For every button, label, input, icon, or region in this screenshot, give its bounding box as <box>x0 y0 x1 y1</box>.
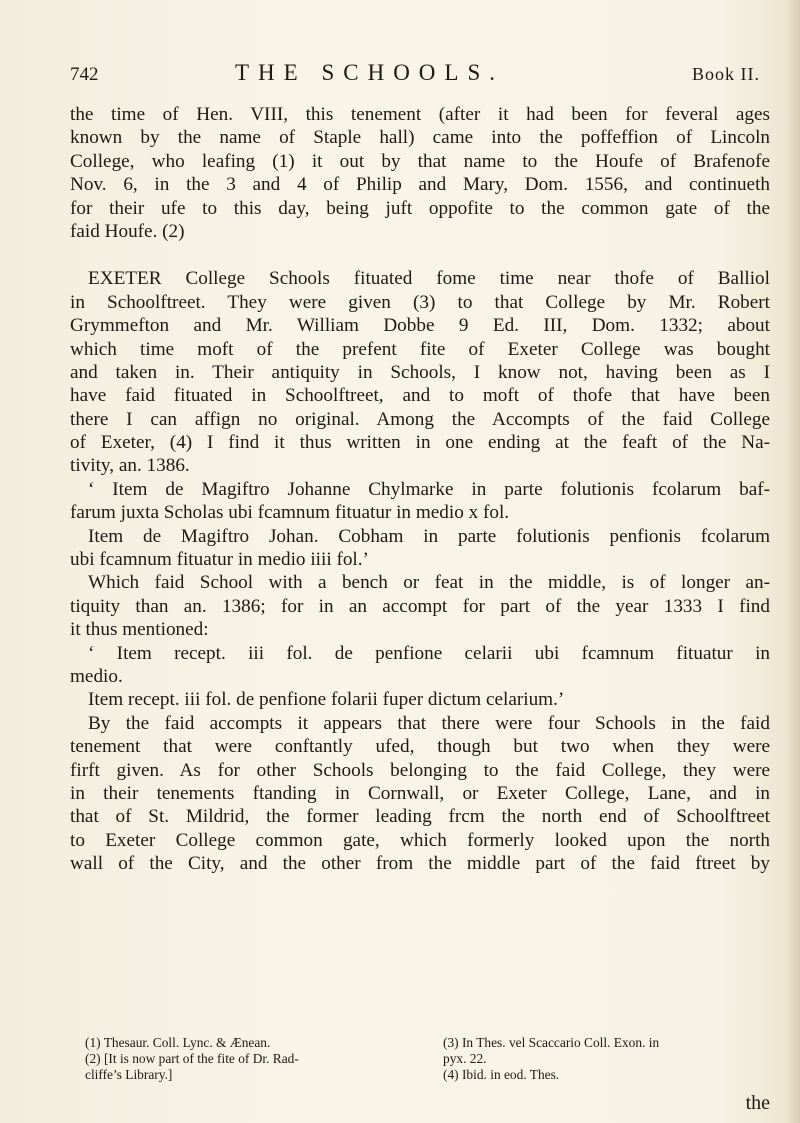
footnotes-left-column <box>85 1035 420 1083</box>
text-line: EXETER College Schools fituated fome time near thofe of Balliol <box>88 268 770 290</box>
text-line: tivity, an. 1386. <box>70 455 190 477</box>
text-line: it thus mentioned: <box>70 619 209 641</box>
body-text <box>70 103 770 876</box>
text-line: medio. <box>70 665 123 687</box>
text-line: Item recept. iii fol. de penfione folarii fuper dictum celarium.’ <box>88 689 565 711</box>
text-line: tiquity than an. 1386; for in an accompt for part of the year 1333 I find <box>70 595 770 617</box>
paragraph-gap <box>70 243 770 267</box>
page-number: 742 <box>70 64 99 85</box>
book-reference: Book II. <box>692 64 760 84</box>
text-line: College, who leafing (1) it out by that name to the Houfe of Brafenofe <box>70 150 770 172</box>
text-line: Which faid School with a bench or feat in the middle, is of longer an- <box>88 572 770 594</box>
text-line: Grymmefton and Mr. William Dobbe 9 Ed. III, Dom. 1332; about <box>70 315 770 337</box>
text-line: have faid fituated in Schoolftreet, and to moft of thofe that have been <box>70 385 770 407</box>
text-line: Item de Magiftro Johan. Cobham in parte folutionis penfionis fcolarum <box>88 525 770 547</box>
footnote-line: (3) In Thes. vel Scaccario Coll. Exon. in <box>443 1035 660 1050</box>
text-line: tenement that were conftantly ufed, though but two when they were <box>70 736 770 758</box>
text-line: Nov. 6, in the 3 and 4 of Philip and Mary, Dom. 1556, and continueth <box>70 174 770 196</box>
text-line: in Schoolftreet. They were given (3) to that College by Mr. Robert <box>70 291 770 313</box>
footnote-line: (1) Thesaur. Coll. Lync. & Ænean. <box>85 1035 271 1050</box>
text-line: wall of the City, and the other from the middle part of the faid ftreet by <box>70 853 770 875</box>
text-line: which time moft of the prefent fite of Exeter College was bought <box>70 338 770 360</box>
footnotes-right-column <box>443 1035 773 1083</box>
text-line: that of St. Mildrid, the former leading frcm the north end of Schoolftreet <box>70 806 770 828</box>
text-line: to Exeter College common gate, which formerly looked upon the north <box>70 829 770 851</box>
footnote-line: pyx. 22. <box>443 1051 487 1066</box>
text-line: and taken in. Their antiquity in Schools, I know not, having been as I <box>70 361 770 383</box>
text-line: farum juxta Scholas ubi fcamnum fituatur in medio x fol. <box>70 502 510 524</box>
text-line: faid Houfe. (2) <box>70 220 185 242</box>
footnote-line: (2) [It is now part of the fite of Dr. Rad- <box>85 1051 299 1066</box>
text-line: there I can affign no original. Among the Accompts of the faid College <box>70 408 770 430</box>
running-title: THE SCHOOLS. <box>235 60 505 85</box>
text-line: ‘ Item recept. iii fol. de penfione celarii ubi fcamnum fituatur in <box>88 642 770 664</box>
catchword: the <box>745 1092 770 1114</box>
text-line: in their tenements ftanding in Cornwall, or Exeter College, Lane, and in <box>70 782 770 804</box>
text-line: the time of Hen. VIII, this tenement (after it had been for feveral ages <box>70 104 770 125</box>
footnote-line: cliffe’s Library.] <box>85 1067 173 1082</box>
page-header <box>70 60 760 94</box>
text-line: ubi fcamnum fituatur in medio iiii fol.’ <box>70 549 369 571</box>
text-line: ‘ Item de Magiftro Johanne Chylmarke in parte folutionis fcolarum baf- <box>88 478 770 500</box>
text-line: By the faid accompts it appears that there were four Schools in the faid <box>88 712 770 734</box>
page-edge-shadow <box>786 0 800 1123</box>
text-line: firft given. As for other Schools belonging to the faid College, they were <box>70 759 770 781</box>
text-line: known by the name of Staple hall) came into the poffeffion of Lincoln <box>70 127 770 149</box>
text-line: of Exeter, (4) I find it thus written in one ending at the feaft of the Na- <box>70 432 770 454</box>
footnote-line: (4) Ibid. in eod. Thes. <box>443 1067 560 1082</box>
text-line: for their ufe to this day, being juft oppofite to the common gate of the <box>70 197 770 219</box>
